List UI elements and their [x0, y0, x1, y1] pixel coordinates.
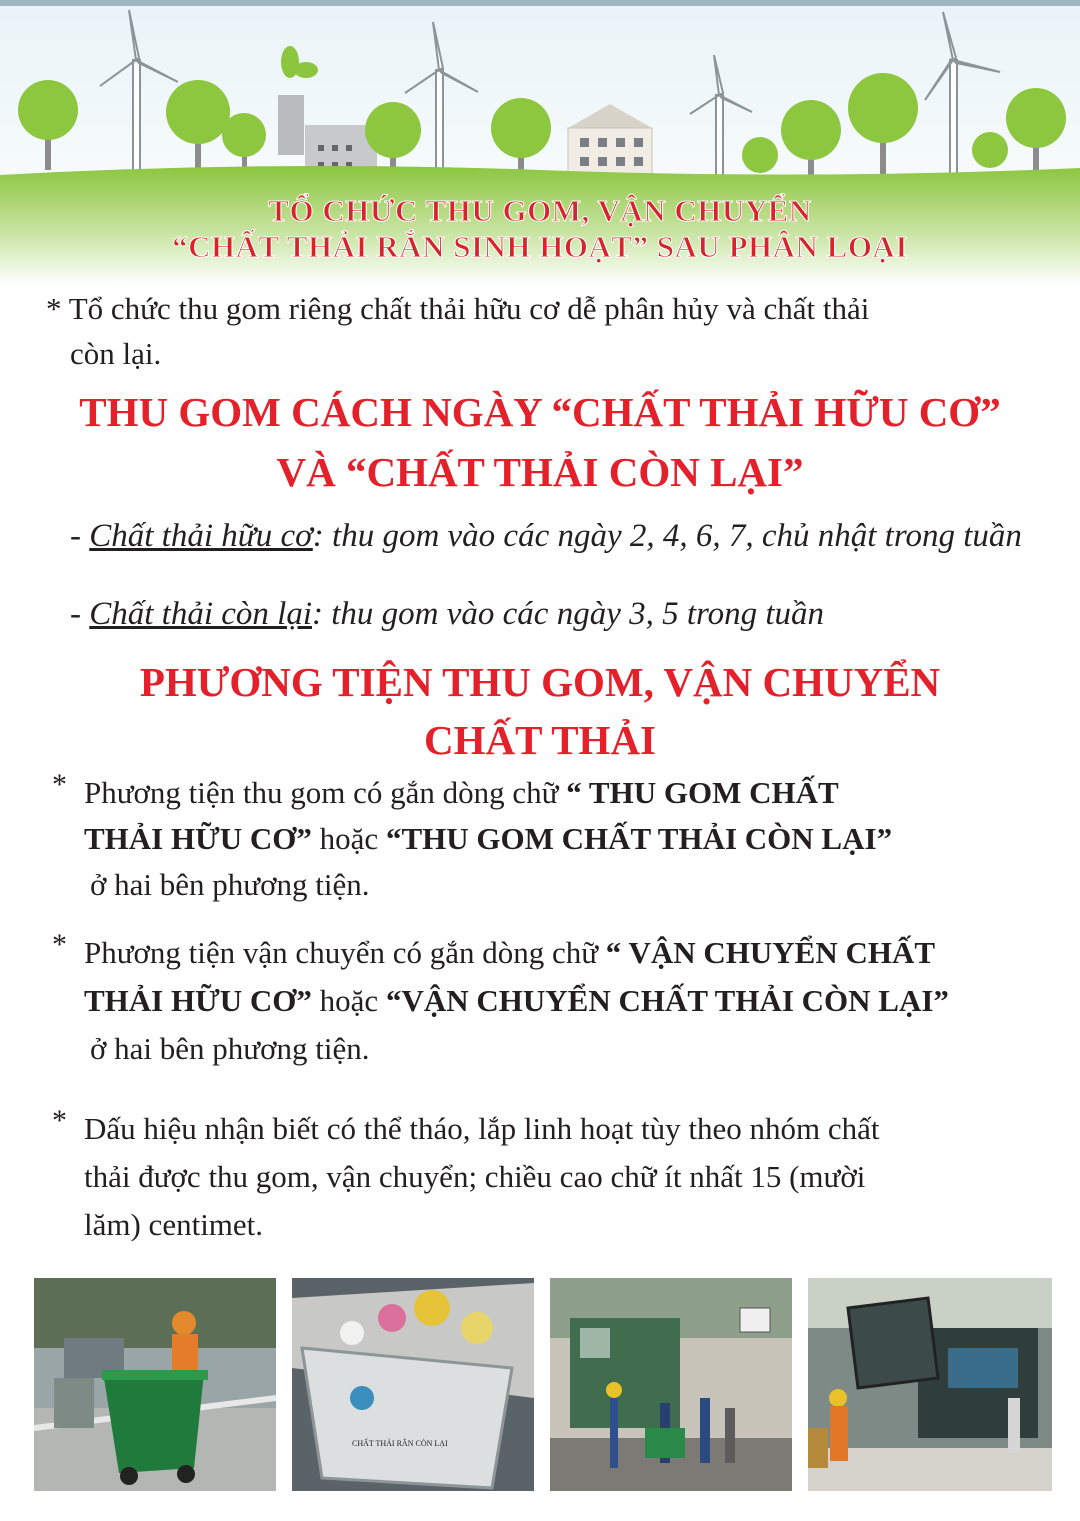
schedule-colon: :: [312, 518, 324, 554]
schedule-text: thu gom vào các ngày 3, 5 trong tuần: [323, 596, 825, 632]
schedule-text: thu gom vào các ngày 2, 4, 6, 7, chủ nhật trong tuần: [323, 518, 1022, 554]
bullet-star: *: [52, 768, 67, 801]
bin-sign-text: CHẤT THẢI RẮN CÒN LẠI: [352, 1439, 448, 1448]
schedule-label: Chất thải còn lại: [89, 596, 312, 632]
bullet-3-line-3: lăm) centimet.: [84, 1207, 264, 1242]
bullet-1-line-1: [84, 774, 839, 812]
bullet-3-line-1: Dấu hiệu nhận biết có thể tháo, lắp linh hoạt tùy theo nhóm chất: [84, 1111, 880, 1146]
photo-bin-lifted-into-truck: [808, 1278, 1052, 1491]
bullet-star: *: [46, 291, 62, 326]
dash: -: [70, 518, 81, 554]
bullet-star: *: [52, 1104, 67, 1137]
banner-title-line-2: “CHẤT THẢI RẮN SINH HOẠT” SAU PHÂN LOẠI: [172, 229, 908, 264]
banner-title-line-1: TỔ CHỨC THU GOM, VẬN CHUYỂN: [268, 193, 812, 228]
schedule-organic: [70, 518, 1022, 555]
bullet-bold-text: “VẬN CHUYỂN CHẤT THẢI CÒN LẠI”: [385, 983, 949, 1018]
bullet-bold-text: THẢI HỮU CƠ”: [84, 821, 312, 856]
photo-bin-label: [292, 1278, 534, 1491]
bullet-bold-text: “ VẬN CHUYỂN CHẤT: [605, 935, 936, 970]
intro-line-2: còn lại.: [70, 336, 162, 371]
header-banner: [0, 0, 1080, 285]
bullet-2-line-2: [84, 982, 949, 1020]
bullet-star: *: [52, 928, 67, 961]
bullet-2-line-3: ở hai bên phương tiện.: [90, 1031, 370, 1066]
heading-vehicles-2: CHẤT THẢI: [423, 717, 657, 763]
intro-line-1: [46, 290, 869, 328]
bullet-1-line-2: [84, 820, 892, 858]
bullet-bold-text: “THU GOM CHẤT THẢI CÒN LẠI”: [385, 821, 893, 856]
heading-collection-schedule-1: THU GOM CÁCH NGÀY “CHẤT THẢI HỮU CƠ”: [79, 389, 1001, 435]
bullet-bold-text: “ THU GOM CHẤT: [566, 775, 839, 810]
photo-workers-loading-truck: [550, 1278, 792, 1491]
bullet-2-line-1: [84, 934, 935, 972]
photo-worker-pushing-bin: [34, 1278, 276, 1491]
intro-text-1: Tổ chức thu gom riêng chất thải hữu cơ dễ phân hủy và chất thải: [68, 291, 870, 326]
bullet-bold-text: THẢI HỮU CƠ”: [84, 983, 312, 1018]
schedule-colon: :: [312, 596, 323, 632]
bullet-text: hoặc: [311, 821, 386, 856]
schedule-remaining: [70, 596, 824, 633]
photo-strip: [34, 1278, 1052, 1491]
bullet-text: Phương tiện vận chuyển có gắn dòng chữ: [84, 935, 606, 970]
dash: -: [70, 596, 81, 632]
bullet-1-line-3: ở hai bên phương tiện.: [90, 867, 370, 902]
schedule-label: Chất thải hữu cơ: [89, 518, 313, 554]
heading-collection-schedule-2: VÀ “CHẤT THẢI CÒN LẠI”: [276, 449, 804, 495]
heading-vehicles-1: PHƯƠNG TIỆN THU GOM, VẬN CHUYỂN: [139, 659, 941, 705]
bullet-text: hoặc: [311, 983, 386, 1018]
bullet-text: Phương tiện thu gom có gắn dòng chữ: [84, 775, 567, 810]
bullet-3-line-2: thải được thu gom, vận chuyển; chiều cao chữ ít nhất 15 (mười: [84, 1159, 866, 1194]
